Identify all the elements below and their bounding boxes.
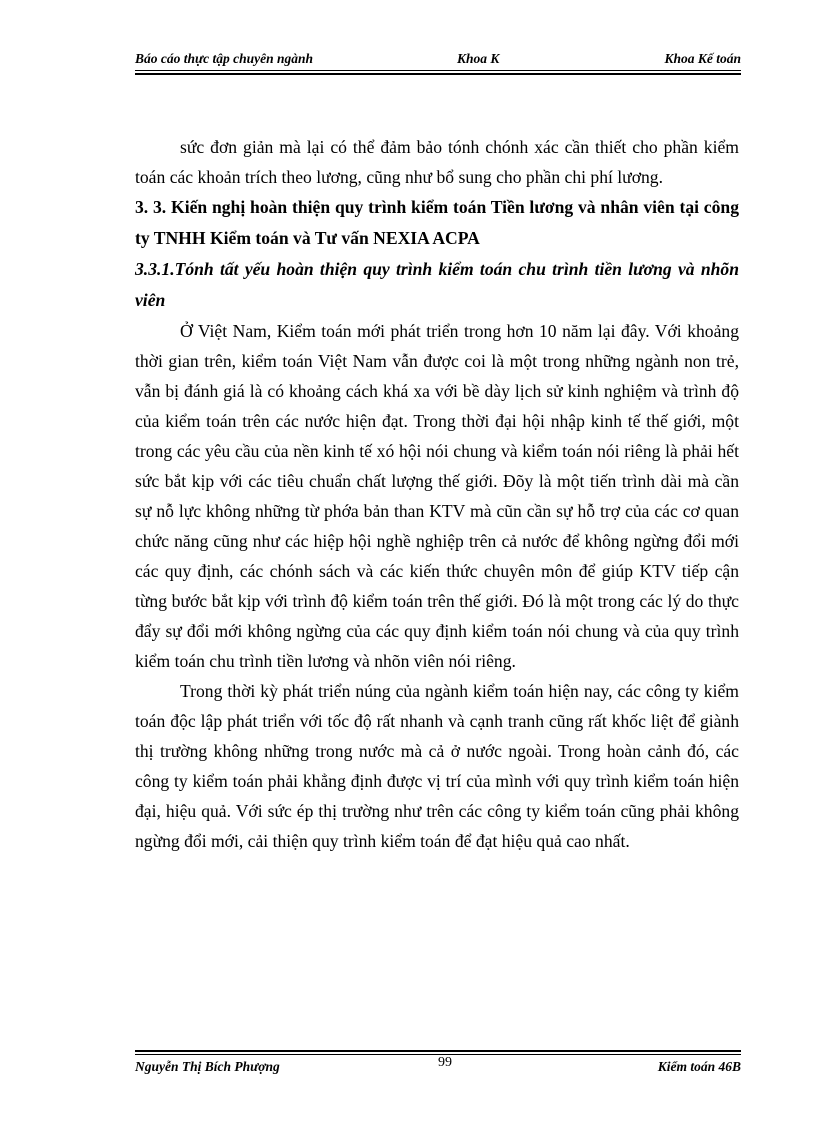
page-header xyxy=(135,48,741,70)
page-content xyxy=(135,132,739,856)
header-divider xyxy=(135,70,741,71)
section-heading-3-3: 3. 3. Kiến nghị hoàn thiện quy trình kiểm toán Tiền lương và nhân viên tại công ty TNHH Kiểm toán và Tư vấn NEXIA ACPA xyxy=(135,197,739,248)
header-divider-thick xyxy=(135,73,741,75)
header-faculty: Khoa Kế toán xyxy=(664,51,741,66)
page-number: 99 xyxy=(438,1055,452,1070)
footer-author: Nguyễn Thị Bích Phượng xyxy=(135,1059,280,1074)
footer-class: Kiểm toán 46B xyxy=(657,1059,741,1074)
footer-divider-thick xyxy=(135,1050,741,1052)
paragraph-continuation: sức đơn giản mà lại có thể đảm bảo tónh chónh xác cần thiết cho phần kiểm toán các khoản trích theo lương, cũng như bổ sung cho phần chi phí lương. xyxy=(135,137,739,187)
paragraph-development-period: Trong thời kỳ phát triển núng của ngành kiểm toán hiện nay, các công ty kiểm toán độc lập phát triển với tốc độ rất nhanh và cạnh tranh cũng rất khốc liệt để giành thị trường không những trong nước mà cả ở nước ngoài. Trong hoàn cảnh đó, các công ty kiểm toán phải khẳng định được vị trí của mình với quy trình kiểm toán hiện đại, hiệu quả. Với sức ép thị trường như trên các công ty kiểm toán cũng phải không ngừng đổi mới, cải thiện quy trình kiểm toán để đạt hiệu quả cao nhất. xyxy=(135,681,739,851)
header-faculty-short: Khoa K xyxy=(457,51,500,66)
header-report-title: Báo cáo thực tập chuyên ngành xyxy=(135,51,313,66)
subsection-heading-3-3-1: 3.3.1.Tónh tất yếu hoàn thiện quy trình kiểm toán chu trình tiền lương và nhõn viên xyxy=(135,259,739,310)
page-footer xyxy=(135,1057,741,1079)
paragraph-vietnam-audit: Ở Việt Nam, Kiểm toán mới phát triển trong hơn 10 năm lại đây. Với khoảng thời gian trên, kiểm toán Việt Nam vẫn được coi là một trong những ngành non trẻ, vẫn bị đánh giá là có khoảng cách khá xa với bề dày lịch sử kinh nghiệm và trình độ của kiểm toán trên các nước hiện đạt. Trong thời đại hội nhập kinh tế thế giới, một trong các yêu cầu của nền kinh tế xó hội nói chung và kiểm toán nói riêng là phải hết sức bắt kịp với các tiêu chuẩn chất lượng thế giới. Đõy là một tiến trình dài mà cần sự nỗ lực không những từ phớa bản than KTV mà cũn cần sự hỗ trợ của các cơ quan chức năng cũng như các hiệp hội nghề nghiệp trên cả nước để không ngừng đổi mới các quy định, các chónh sách và các kiến thức chuyên môn để giúp KTV tiếp cận từng bước bắt kịp với trình độ kiểm toán trên thế giới. Đó là một trong các lý do thực đẩy sự đổi mới không ngừng của các quy định kiểm toán nói chung và của quy trình kiểm toán chu trình tiền lương và nhõn viên nói riêng. xyxy=(135,321,739,671)
